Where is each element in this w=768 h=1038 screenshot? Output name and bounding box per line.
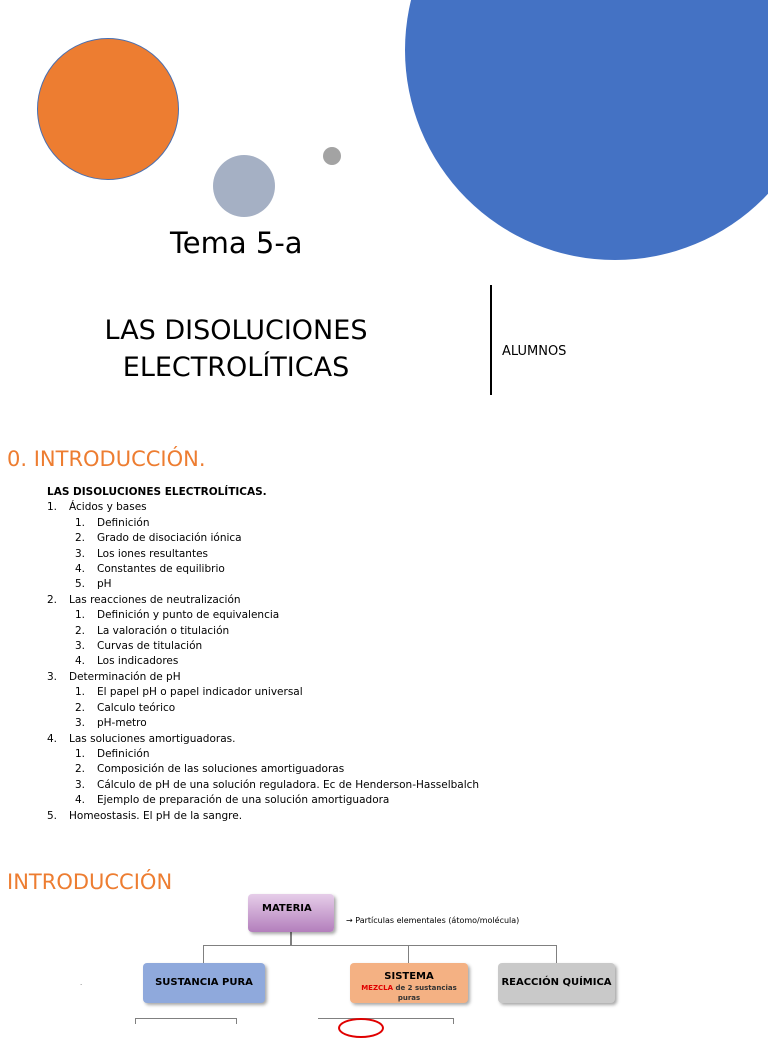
toc-subitem (47, 778, 647, 793)
toc-list (47, 500, 647, 824)
slide-title-line-1: LAS DISOLUCIONES (104, 315, 368, 346)
materia-label: MATERIA (262, 903, 312, 914)
reaccion-quimica-box (498, 963, 615, 1003)
toc-section-label: Las soluciones amortiguadoras. (69, 732, 236, 745)
toc-subitem (47, 516, 647, 531)
mezcla-word: MEZCLA (361, 984, 394, 992)
connector-line (290, 932, 292, 946)
connector-line (236, 1018, 237, 1024)
toc-subitem-label: Constantes de equilibrio (97, 563, 225, 576)
toc-section-label: Las reacciones de neutralización (69, 593, 241, 606)
toc-subitem-label: Calculo teórico (97, 701, 176, 714)
toc-subitem (47, 716, 647, 731)
materia-box (248, 894, 334, 932)
toc-subitem-label: Curvas de titulación (97, 640, 203, 653)
sistema-sublabel (350, 983, 468, 1003)
toc-subitem (47, 639, 647, 654)
toc-subitem-label: Cálculo de pH de una solución reguladora. Ec de Henderson-Hasselbalch (97, 778, 480, 791)
toc-subitem (47, 624, 647, 639)
intro-heading: 0. INTRODUCCIÓN. (7, 447, 206, 471)
toc-title: LAS DISOLUCIONES ELECTROLÍTICAS. (47, 486, 267, 498)
audience-label: ALUMNOS (502, 344, 567, 359)
toc-subitem-number: 3. (75, 778, 86, 791)
toc-subitem-number: 3. (75, 547, 86, 560)
stray-dot: . (80, 978, 83, 987)
toc-subitem-label: pH-metro (97, 717, 147, 730)
decorative-orange-circle (37, 38, 179, 180)
toc-subitem-number: 2. (75, 701, 86, 714)
red-highlight-ellipse (338, 1018, 384, 1038)
toc-subitem-label: El papel pH o papel indicador universal (97, 686, 303, 699)
toc-section-label: Ácidos y bases (69, 501, 147, 514)
connector-line (203, 945, 557, 946)
toc-subitem-number: 2. (75, 763, 86, 776)
toc-section-number: 2. (47, 593, 58, 606)
toc-subitem-number: 2. (75, 624, 86, 637)
sustancia-pura-label: SUSTANCIA PURA (155, 977, 253, 988)
toc-subitem-number: 3. (75, 717, 86, 730)
toc-subitem (47, 531, 647, 546)
decorative-grey-circle (213, 155, 275, 217)
reaccion-quimica-label: REACCIÓN QUÍMICA (501, 977, 612, 988)
toc-subitem-number: 1. (75, 686, 86, 699)
toc-subitem (47, 762, 647, 777)
vertical-divider (490, 285, 492, 395)
toc-section (47, 500, 647, 515)
slide-subtitle: Tema 5-a (170, 226, 303, 260)
materia-note: → Partículas elementales (átomo/molécula) (346, 916, 520, 925)
toc-subitem (47, 608, 647, 623)
decorative-small-grey-circle (323, 147, 341, 165)
toc-section-number: 4. (47, 732, 58, 745)
connector-line (203, 945, 204, 963)
toc-subitem-label: Composición de las soluciones amortiguadoras (97, 763, 345, 776)
table-of-contents (47, 485, 647, 824)
toc-subitem (47, 747, 647, 762)
toc-section-number: 1. (47, 501, 58, 514)
toc-subitem-number: 3. (75, 640, 86, 653)
connector-line (408, 945, 409, 963)
toc-subitem-label: Grado de disociación iónica (97, 532, 242, 545)
toc-subitem-number: 1. (75, 747, 86, 760)
toc-section (47, 593, 647, 608)
decorative-blue-circle (405, 0, 768, 260)
toc-subitem (47, 701, 647, 716)
toc-section (47, 732, 647, 747)
toc-subitem-number: 4. (75, 563, 86, 576)
toc-subitem-number: 2. (75, 532, 86, 545)
toc-section-number: 3. (47, 670, 58, 683)
connector-line (135, 1018, 237, 1019)
toc-subitem-label: Los iones resultantes (97, 547, 209, 560)
toc-section-label: Homeostasis. El pH de la sangre. (69, 809, 243, 822)
toc-subitem-number: 1. (75, 609, 86, 622)
connector-line (318, 1018, 454, 1019)
mezcla-rest: de 2 sustancias puras (393, 984, 457, 1002)
toc-subitem-label: Ejemplo de preparación de una solución amortiguadora (97, 794, 390, 807)
toc-section-number: 5. (47, 809, 58, 822)
toc-subitem-number: 1. (75, 516, 86, 529)
toc-subitem-label: Definición (97, 516, 150, 529)
toc-subitem (47, 562, 647, 577)
concept-map-heading: INTRODUCCIÓN (7, 870, 173, 894)
toc-subitem (47, 685, 647, 700)
connector-line (453, 1018, 454, 1024)
toc-section-label: Determinación de pH (69, 670, 181, 683)
toc-section (47, 809, 647, 824)
toc-subitem-number: 4. (75, 655, 86, 668)
toc-subitem (47, 654, 647, 669)
slide-title (60, 312, 412, 386)
slide-title-line-2: ELECTROLÍTICAS (122, 352, 350, 383)
connector-line (556, 945, 557, 963)
sistema-label: SISTEMA (384, 971, 434, 982)
toc-section (47, 670, 647, 685)
connector-line (135, 1018, 136, 1024)
toc-subitem-number: 4. (75, 794, 86, 807)
toc-subitem-label: Los indicadores (97, 655, 179, 668)
toc-subitem-label: La valoración o titulación (97, 624, 230, 637)
sustancia-pura-box (143, 963, 265, 1003)
toc-subitem-label: Definición y punto de equivalencia (97, 609, 280, 622)
toc-subitem (47, 577, 647, 592)
toc-subitem-number: 5. (75, 578, 86, 591)
toc-subitem-label: pH (97, 578, 112, 591)
sistema-box (350, 963, 468, 1003)
toc-subitem (47, 793, 647, 808)
toc-subitem-label: Definición (97, 747, 150, 760)
toc-subitem (47, 547, 647, 562)
